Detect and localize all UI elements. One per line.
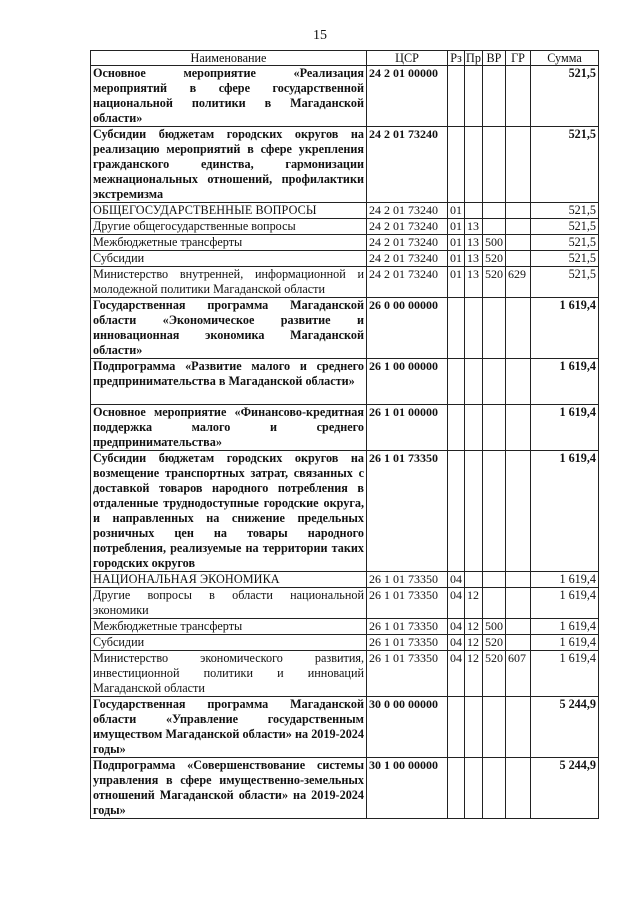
row-gr <box>506 298 531 359</box>
row-vr <box>483 697 506 758</box>
row-name: Другие общегосударственные вопросы <box>91 219 367 235</box>
row-pr: 12 <box>465 619 483 635</box>
row-pr <box>465 359 483 405</box>
row-vr <box>483 127 506 203</box>
row-sum: 521,5 <box>531 127 599 203</box>
row-vr: 520 <box>483 651 506 697</box>
row-gr <box>506 758 531 819</box>
row-sum: 1 619,4 <box>531 588 599 619</box>
row-csr: 26 0 00 00000 <box>367 298 448 359</box>
row-vr: 520 <box>483 267 506 298</box>
row-name: Министерство внутренней, информационной и молодежной политики Магаданской области <box>91 267 367 298</box>
row-gr <box>506 405 531 451</box>
header-csr: ЦСР <box>367 51 448 66</box>
row-sum: 1 619,4 <box>531 619 599 635</box>
row-rz: 04 <box>448 651 465 697</box>
row-pr <box>465 697 483 758</box>
row-gr: 629 <box>506 267 531 298</box>
row-pr <box>465 127 483 203</box>
row-sum: 1 619,4 <box>531 651 599 697</box>
row-rz <box>448 298 465 359</box>
row-pr: 13 <box>465 235 483 251</box>
row-sum: 521,5 <box>531 267 599 298</box>
table-row <box>91 758 599 819</box>
row-sum: 521,5 <box>531 203 599 219</box>
row-name: Основное мероприятие «Финансово-кредитная поддержка малого и среднего предпринимательства» <box>91 405 367 451</box>
table-row <box>91 619 599 635</box>
row-vr <box>483 219 506 235</box>
row-sum: 521,5 <box>531 251 599 267</box>
row-csr: 26 1 00 00000 <box>367 359 448 405</box>
table-row <box>91 651 599 697</box>
row-rz <box>448 405 465 451</box>
row-vr: 520 <box>483 635 506 651</box>
row-vr <box>483 203 506 219</box>
row-csr: 26 1 01 00000 <box>367 405 448 451</box>
row-csr: 24 2 01 00000 <box>367 66 448 127</box>
row-name: Основное мероприятие «Реализация мероприятий в сфере государственной национальной политики в Магаданской области» <box>91 66 367 127</box>
table-row <box>91 235 599 251</box>
row-csr: 24 2 01 73240 <box>367 235 448 251</box>
row-name: Субсидии бюджетам городских округов на возмещение транспортных затрат, связанных с доставкой товаров народного потребления в отдаленные труднодоступные городские округа, и направленных на снижение предельных розничных цен на товары народного потребления, реализуемые на территории таких городских округов <box>91 451 367 572</box>
row-rz: 01 <box>448 203 465 219</box>
budget-table <box>90 50 599 819</box>
row-gr <box>506 572 531 588</box>
row-rz: 04 <box>448 572 465 588</box>
row-name: Межбюджетные трансферты <box>91 619 367 635</box>
row-sum: 5 244,9 <box>531 697 599 758</box>
header-sum: Сумма <box>531 51 599 66</box>
row-name: Министерство экономического развития, инвестиционной политики и инноваций Магаданской области <box>91 651 367 697</box>
row-csr: 26 1 01 73350 <box>367 451 448 572</box>
row-rz <box>448 451 465 572</box>
header-name: Наименование <box>91 51 367 66</box>
table-row <box>91 251 599 267</box>
row-csr: 26 1 01 73350 <box>367 588 448 619</box>
header-gr: ГР <box>506 51 531 66</box>
table-body <box>91 66 599 819</box>
row-rz: 04 <box>448 619 465 635</box>
row-vr <box>483 298 506 359</box>
row-rz <box>448 758 465 819</box>
row-csr: 30 0 00 00000 <box>367 697 448 758</box>
row-gr <box>506 619 531 635</box>
row-name: ОБЩЕГОСУДАРСТВЕННЫЕ ВОПРОСЫ <box>91 203 367 219</box>
row-pr: 13 <box>465 251 483 267</box>
row-gr <box>506 235 531 251</box>
row-rz: 01 <box>448 251 465 267</box>
row-csr: 24 2 01 73240 <box>367 251 448 267</box>
row-csr: 24 2 01 73240 <box>367 267 448 298</box>
row-rz: 04 <box>448 588 465 619</box>
row-gr <box>506 66 531 127</box>
row-name: Государственная программа Магаданской области «Управление государственным имуществом Магаданской области» на 2019-2024 годы» <box>91 697 367 758</box>
page-number: 15 <box>313 28 327 43</box>
row-vr <box>483 359 506 405</box>
row-vr <box>483 758 506 819</box>
row-gr <box>506 697 531 758</box>
row-sum: 5 244,9 <box>531 758 599 819</box>
row-rz <box>448 697 465 758</box>
row-pr: 12 <box>465 651 483 697</box>
row-name: Межбюджетные трансферты <box>91 235 367 251</box>
table-row <box>91 127 599 203</box>
row-csr: 30 1 00 00000 <box>367 758 448 819</box>
row-pr <box>465 451 483 572</box>
header-vr: ВР <box>483 51 506 66</box>
row-gr <box>506 635 531 651</box>
row-sum: 1 619,4 <box>531 298 599 359</box>
row-csr: 24 2 01 73240 <box>367 203 448 219</box>
row-pr <box>465 66 483 127</box>
row-gr <box>506 219 531 235</box>
row-vr <box>483 588 506 619</box>
row-name: НАЦИОНАЛЬНАЯ ЭКОНОМИКА <box>91 572 367 588</box>
row-csr: 26 1 01 73350 <box>367 635 448 651</box>
row-rz: 01 <box>448 267 465 298</box>
row-name: Другие вопросы в области национальной экономики <box>91 588 367 619</box>
row-name: Подпрограмма «Развитие малого и среднего предпринимательства в Магаданской области» <box>91 359 367 405</box>
row-rz: 04 <box>448 635 465 651</box>
row-vr: 520 <box>483 251 506 267</box>
row-rz: 01 <box>448 219 465 235</box>
row-sum: 521,5 <box>531 235 599 251</box>
row-gr <box>506 127 531 203</box>
row-vr: 500 <box>483 235 506 251</box>
table-header <box>91 51 599 66</box>
row-csr: 26 1 01 73350 <box>367 619 448 635</box>
row-pr: 12 <box>465 588 483 619</box>
row-name: Государственная программа Магаданской области «Экономическое развитие и инновационная экономика Магаданской области» <box>91 298 367 359</box>
row-gr <box>506 203 531 219</box>
row-rz <box>448 66 465 127</box>
table-row <box>91 267 599 298</box>
row-sum: 1 619,4 <box>531 451 599 572</box>
row-name: Субсидии <box>91 635 367 651</box>
row-csr: 24 2 01 73240 <box>367 219 448 235</box>
row-gr <box>506 251 531 267</box>
row-pr <box>465 572 483 588</box>
row-pr <box>465 758 483 819</box>
table-row <box>91 219 599 235</box>
row-pr: 13 <box>465 267 483 298</box>
row-csr: 26 1 01 73350 <box>367 651 448 697</box>
header-rz: Рз <box>448 51 465 66</box>
table-row <box>91 298 599 359</box>
header-row <box>91 51 599 66</box>
row-gr: 607 <box>506 651 531 697</box>
table-row <box>91 66 599 127</box>
row-rz: 01 <box>448 235 465 251</box>
row-vr <box>483 572 506 588</box>
row-pr <box>465 405 483 451</box>
table-row <box>91 697 599 758</box>
row-sum: 521,5 <box>531 219 599 235</box>
row-csr: 26 1 01 73350 <box>367 572 448 588</box>
table-row <box>91 405 599 451</box>
row-name: Подпрограмма «Совершенствование системы управления в сфере имущественно-земельных отношений Магаданской области» на 2019-2024 годы» <box>91 758 367 819</box>
row-pr: 13 <box>465 219 483 235</box>
table-row <box>91 359 599 405</box>
row-vr <box>483 451 506 572</box>
row-rz <box>448 359 465 405</box>
row-vr <box>483 66 506 127</box>
table-row <box>91 588 599 619</box>
table-row <box>91 451 599 572</box>
table-row <box>91 572 599 588</box>
row-vr: 500 <box>483 619 506 635</box>
row-name: Субсидии <box>91 251 367 267</box>
row-pr: 12 <box>465 635 483 651</box>
table-row <box>91 203 599 219</box>
row-gr <box>506 588 531 619</box>
row-gr <box>506 451 531 572</box>
row-sum: 1 619,4 <box>531 635 599 651</box>
row-name: Субсидии бюджетам городских округов на реализацию мероприятий в сфере укрепления гражданского единства, гармонизации межнациональных отношений, профилактики экстремизма <box>91 127 367 203</box>
row-rz <box>448 127 465 203</box>
row-pr <box>465 203 483 219</box>
row-sum: 1 619,4 <box>531 405 599 451</box>
row-gr <box>506 359 531 405</box>
row-csr: 24 2 01 73240 <box>367 127 448 203</box>
row-pr <box>465 298 483 359</box>
row-sum: 1 619,4 <box>531 359 599 405</box>
row-sum: 1 619,4 <box>531 572 599 588</box>
table-row <box>91 635 599 651</box>
row-vr <box>483 405 506 451</box>
header-pr: Пр <box>466 51 481 65</box>
row-sum: 521,5 <box>531 66 599 127</box>
